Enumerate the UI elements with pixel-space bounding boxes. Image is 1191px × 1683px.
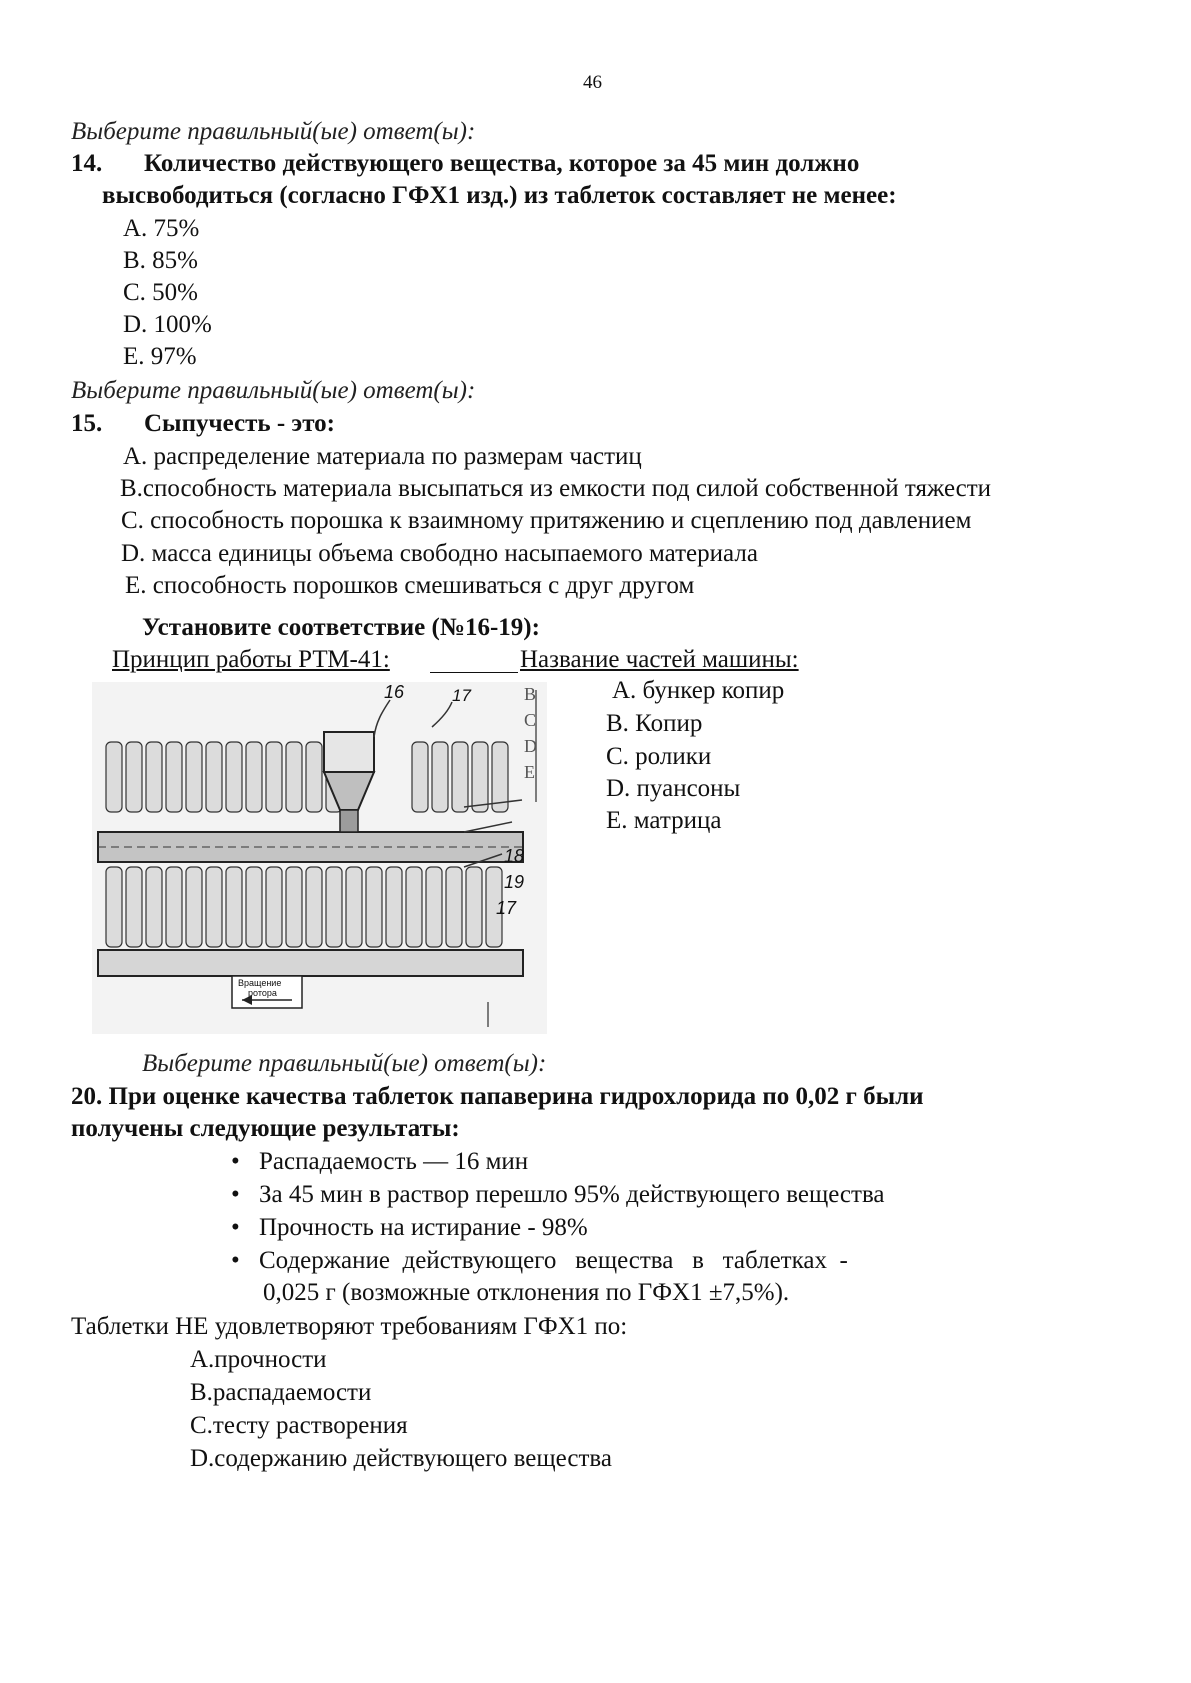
- q15-option-c[interactable]: C. способность порошка к взаимному притяжению и сцеплению под давлением: [121, 507, 972, 534]
- q14-question-line1: Количество действующего вещества, которое за 45 мин должно: [144, 150, 860, 177]
- q20-option-a[interactable]: A.прочности: [190, 1346, 327, 1373]
- q14-option-e[interactable]: E. 97%: [123, 343, 197, 370]
- matching-right-header: Название частей машины:: [520, 646, 799, 673]
- q20-option-d[interactable]: D.содержанию действующего вещества: [190, 1445, 612, 1472]
- figure-box-label-1: Вращение: [238, 978, 282, 988]
- q14-question-line2: высвободиться (согласно ГФХ1 изд.) из таблеток составляет не менее:: [102, 182, 897, 209]
- q15-option-b[interactable]: B.способность материала высыпаться из емкости под силой собственной тяжести: [120, 475, 992, 502]
- q15-question: Сыпучесть - это:: [144, 410, 335, 437]
- q15-option-d[interactable]: D. масса единицы объема свободно насыпаемого материала: [121, 540, 758, 567]
- q14-number: 14.: [71, 150, 103, 177]
- q20-question-line1: 20. При оценке качества таблеток папаверина гидрохлорида по 0,02 г были: [71, 1083, 924, 1110]
- matching-header-blank: [430, 672, 518, 673]
- q20-result-dissolution: • За 45 мин в раствор перешло 95% действующего вещества: [231, 1181, 885, 1208]
- figure-side-letter-d: D: [524, 736, 537, 756]
- figure-side-letter-b: B: [524, 684, 537, 704]
- q15-option-a[interactable]: A. распределение материала по размерам частиц: [123, 443, 642, 470]
- figure-side-letter-e: E: [524, 762, 535, 782]
- match-option-c[interactable]: C. ролики: [606, 743, 712, 770]
- figure-callout-17-top: 17: [452, 686, 471, 705]
- q20-option-b[interactable]: B.распадаемости: [190, 1379, 372, 1406]
- q20-result-content: • Содержание действующего вещества в таблетках -: [231, 1247, 848, 1274]
- instruction-q20: Выберите правильный(ые) ответ(ы):: [142, 1050, 547, 1077]
- bullet-icon: •: [231, 1181, 240, 1208]
- figure-callout-16: 16: [384, 682, 405, 702]
- q15-option-e[interactable]: E. способность порошков смешиваться с друг другом: [125, 572, 695, 599]
- match-option-e[interactable]: E. матрица: [606, 807, 722, 834]
- match-option-a[interactable]: A. бункер копир: [612, 677, 785, 704]
- figure-callout-17-bottom: 17: [496, 898, 517, 918]
- figure-callout-19: 19: [504, 872, 525, 892]
- q20-statement: Таблетки НЕ удовлетворяют требованиям ГФХ1 по:: [71, 1313, 628, 1340]
- figure-callout-18: 18: [504, 846, 525, 866]
- q14-option-a[interactable]: A. 75%: [123, 215, 200, 242]
- q20-result-disintegration: • Распадаемость — 16 мин: [231, 1148, 529, 1175]
- match-option-b[interactable]: B. Копир: [606, 710, 703, 737]
- q14-option-c[interactable]: C. 50%: [123, 279, 198, 306]
- bullet-icon: •: [231, 1214, 240, 1241]
- figure-box-label-2: ротора: [248, 988, 277, 998]
- page-number: 46: [583, 72, 602, 93]
- bullet-icon: •: [231, 1247, 240, 1274]
- q14-option-d[interactable]: D. 100%: [123, 311, 212, 338]
- q20-question-line2: получены следующие результаты:: [71, 1115, 460, 1142]
- q15-number: 15.: [71, 410, 103, 437]
- match-option-d[interactable]: D. пуансоны: [606, 775, 741, 802]
- q14-option-b[interactable]: B. 85%: [123, 247, 198, 274]
- instruction-q14: Выберите правильный(ые) ответ(ы):: [71, 118, 476, 145]
- q20-result-friability: • Прочность на истирание - 98%: [231, 1214, 588, 1241]
- matching-heading: Установите соответствие (№16-19):: [142, 614, 540, 641]
- instruction-q15: Выберите правильный(ые) ответ(ы):: [71, 377, 476, 404]
- matching-left-header: Принцип работы РТМ-41:: [112, 646, 390, 673]
- q20-result-content-cont: 0,025 г (возможные отклонения по ГФХ1 ±7,5%).: [263, 1279, 790, 1306]
- rtm41-figure: [92, 682, 547, 1034]
- bullet-icon: •: [231, 1148, 240, 1175]
- figure-side-letter-c: C: [524, 710, 537, 730]
- q20-option-c[interactable]: C.тесту растворения: [190, 1412, 408, 1439]
